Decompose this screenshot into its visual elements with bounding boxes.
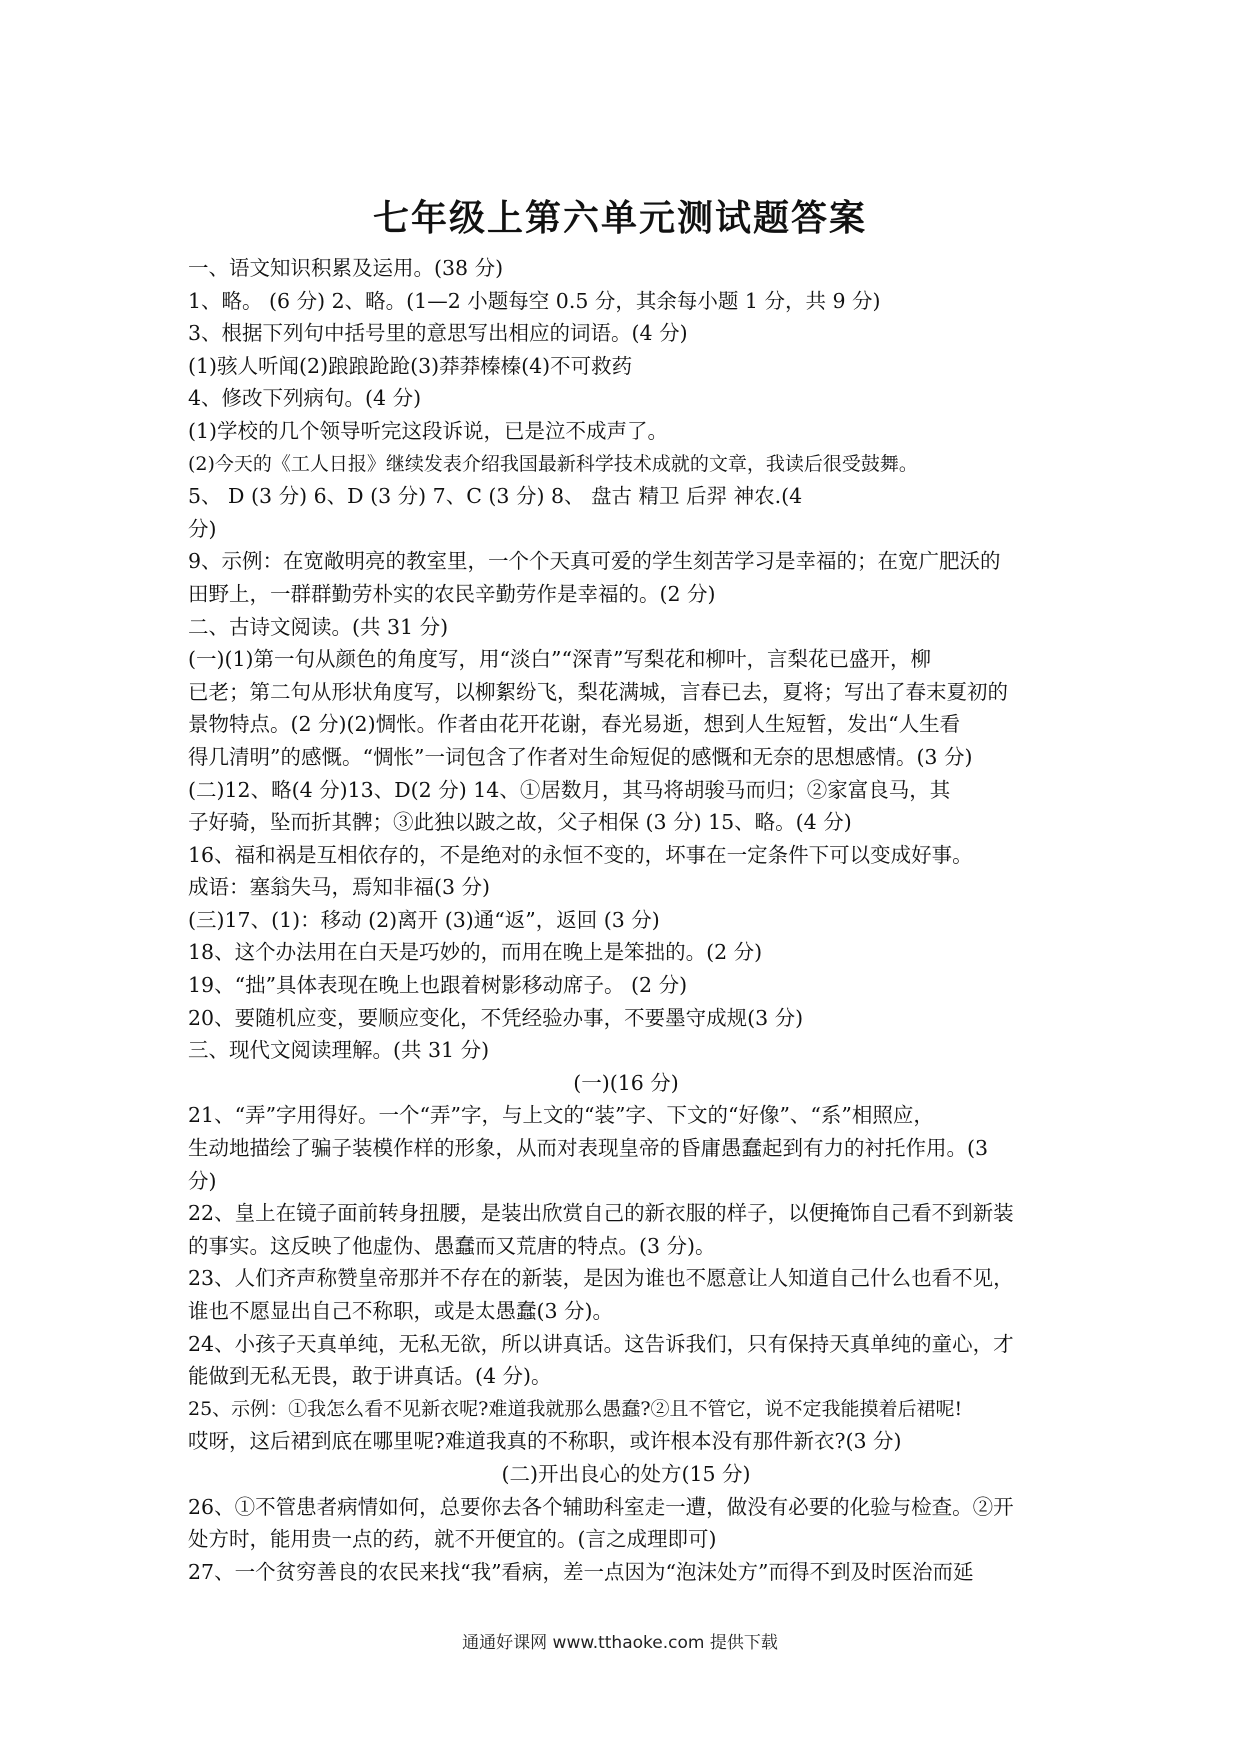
answer-line: 22、皇上在镜子面前转身扭腰，是装出欣赏自己的新衣服的样子，以便掩饰自己看不到新装: [188, 1201, 1014, 1226]
answer-line: 哎呀，这后裙到底在哪里呢?难道我真的不称职，或许根本没有那件新衣?(3 分): [188, 1429, 902, 1454]
answer-line: 景物特点。(2 分)(2)惆怅。作者由花开花谢，春光易逝，想到人生短暂，发出“人生看: [188, 712, 961, 737]
answer-line: 27、一个贫穷善良的农民来找“我”看病，差一点因为“泡沫处方”而得不到及时医治而延: [188, 1559, 974, 1584]
answer-line: (三)17、(1)：移动 (2)离开 (3)通“返”，返回 (3 分): [188, 907, 660, 932]
answer-line: 已老；第二句从形状角度写，以柳絮纷飞，梨花满城，言春已去，夏将；写出了春末夏初的: [188, 679, 1008, 704]
answer-line: (一)(1)第一句从颜色的角度写，用“淡白”“深青”写梨花和柳叶，言梨花已盛开，柳: [188, 647, 931, 672]
answer-line: 的事实。这反映了他虚伪、愚蠢而又荒唐的特点。(3 分)。: [188, 1233, 716, 1258]
section-heading-1: 一、语文知识积累及运用。(38 分): [188, 256, 504, 280]
answer-line: 18、这个办法用在白天是巧妙的，而用在晚上是笨拙的。(2 分): [188, 940, 763, 965]
answer-line: 处方时，能用贵一点的药，就不开便宜的。(言之成理即可): [188, 1527, 717, 1552]
answer-line: 1、略。 (6 分) 2、略。(1—2 小题每空 0.5 分，其余每小题 1 分，共 9 分): [188, 288, 881, 313]
document-title: 七年级上第六单元测试题答案: [372, 198, 867, 239]
answer-line: 分): [188, 516, 217, 541]
answer-line: 能做到无私无畏，敢于讲真话。(4 分)。: [188, 1364, 552, 1389]
section-heading-3: 三、现代文阅读理解。(共 31 分): [188, 1038, 490, 1063]
footer-credit: 通通好课网 www.tthaoke.com 提供下载: [462, 1633, 778, 1653]
answer-line: 16、福和祸是互相依存的，不是绝对的永恒不变的，坏事在一定条件下可以变成好事。: [188, 842, 973, 867]
answer-line: 子好骑，坠而折其髀；③此独以跛之故，父子相保 (3 分) 15、略。(4 分): [188, 810, 852, 835]
answer-line: (2)今天的《工人日报》继续发表介绍我国最新科学技术成就的文章，我读后很受鼓舞。: [188, 452, 918, 475]
answer-line: (二)12、略(4 分)13、D(2 分) 14、①居数月，其马将胡骏马而归；②家富良马，其: [188, 777, 951, 802]
answer-line: 26、①不管患者病情如何，总要你去各个辅助科室走一遭，做没有必要的化验与检查。②开: [188, 1494, 1014, 1519]
answer-line: 田野上，一群群勤劳朴实的农民辛勤劳作是幸福的。(2 分): [188, 581, 716, 606]
answer-line: 谁也不愿显出自己不称职，或是太愚蠢(3 分)。: [188, 1299, 614, 1323]
answer-line: 19、“拙”具体表现在晚上也跟着树影移动席子。 (2 分): [188, 973, 688, 998]
subsection-heading: (二)开出良心的处方(15 分): [501, 1461, 751, 1486]
section-heading-2: 二、古诗文阅读。(共 31 分): [188, 614, 449, 639]
answer-line: 分): [188, 1168, 217, 1193]
answer-line: 20、要随机应变，要顺应变化，不凭经验办事，不要墨守成规(3 分): [188, 1005, 804, 1030]
answer-line: 24、小孩子天真单纯，无私无欲，所以讲真话。这告诉我们，只有保持天真单纯的童心，才: [188, 1331, 1014, 1356]
answer-line: 9、示例：在宽敞明亮的教室里，一个个天真可爱的学生刻苦学习是幸福的；在宽广肥沃的: [188, 549, 1001, 574]
answer-line: (1)学校的几个领导听完这段诉说，已是泣不成声了。: [188, 418, 669, 443]
answer-line: 21、“弄”字用得好。一个“弄”字，与上文的“装”字、下文的“好像”、“系”相照应，: [188, 1103, 934, 1128]
answer-line: 3、根据下列句中括号里的意思写出相应的词语。(4 分): [188, 321, 688, 346]
answer-line: 23、人们齐声称赞皇帝那并不存在的新装，是因为谁也不愿意让人知道自己什么也看不见，: [188, 1266, 1014, 1291]
answer-line: 5、 D (3 分) 6、D (3 分) 7、C (3 分) 8、 盘古 精卫 后羿 神农.(4: [188, 484, 803, 509]
answer-line: 得几清明”的感慨。“惆怅”一词包含了作者对生命短促的感慨和无奈的思想感情。(3 分): [188, 744, 973, 769]
answer-body: [188, 252, 1064, 1588]
answer-line: 4、修改下列病句。(4 分): [188, 386, 422, 411]
answer-line: 25、示例：①我怎么看不见新衣呢?难道我就那么愚蠢?②且不管它，说不定我能摸着后裙呢!: [188, 1397, 963, 1420]
subsection-heading: (一)(16 分): [573, 1070, 679, 1095]
answer-line: (1)骇人听闻(2)踉踉跄跄(3)莽莽榛榛(4)不可救药: [188, 353, 633, 378]
answer-line: 生动地描绘了骗子装模作样的形象，从而对表现皇帝的昏庸愚蠢起到有力的衬托作用。(3: [188, 1136, 989, 1161]
answer-line: 成语：塞翁失马，焉知非福(3 分): [188, 875, 491, 900]
